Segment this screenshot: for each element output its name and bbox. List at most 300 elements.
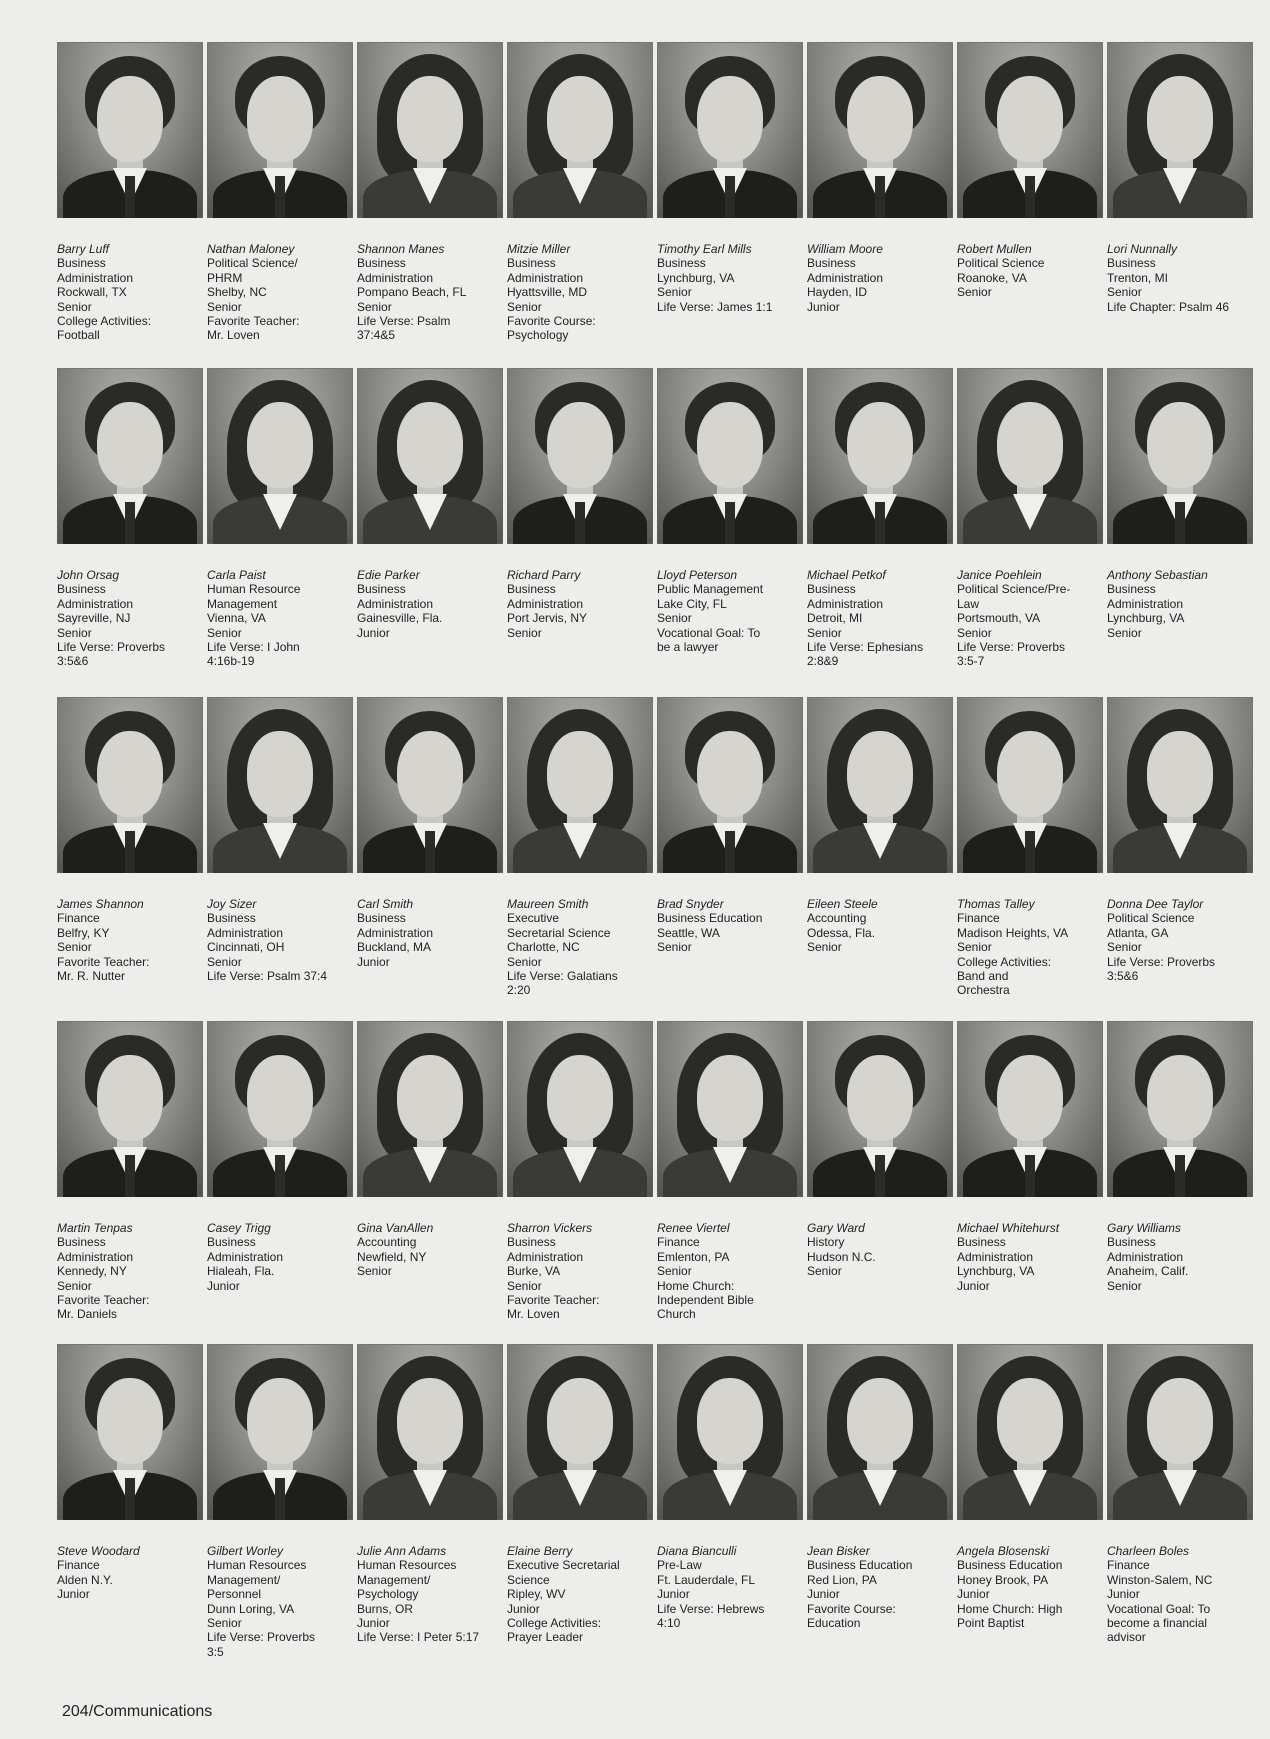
- portrait-photo: [957, 1021, 1103, 1197]
- student-detail-line: Business: [807, 582, 856, 597]
- student-info: [1107, 1221, 1253, 1293]
- student-detail-line: Senior: [1107, 285, 1142, 300]
- student-detail-line: Home Church:: [657, 1278, 735, 1293]
- student-info: [807, 242, 953, 314]
- student-entry: [1107, 1021, 1253, 1293]
- student-detail-line: Favorite Course:: [807, 1601, 896, 1616]
- student-detail-line: Education: [807, 1616, 861, 1631]
- student-name: Mitzie Miller: [507, 242, 571, 256]
- portrait-photo: [957, 1344, 1103, 1520]
- student-detail-line: Orchestra: [957, 983, 1010, 998]
- student-detail-line: Senior: [207, 299, 242, 314]
- student-entry: [57, 1021, 203, 1322]
- portrait-photo: [657, 42, 803, 218]
- student-detail-line: Church: [657, 1307, 696, 1322]
- student-detail-line: Accounting: [357, 1235, 417, 1250]
- student-detail-line: Business Education: [957, 1558, 1063, 1573]
- student-detail-line: Administration: [1107, 1249, 1184, 1264]
- portrait-photo: [357, 42, 503, 218]
- portrait-photo: [1107, 1344, 1253, 1520]
- student-name: James Shannon: [57, 897, 144, 911]
- student-detail-line: Administration: [1107, 596, 1184, 611]
- student-detail-line: Life Verse: Proverbs: [207, 1630, 316, 1645]
- student-info: [207, 242, 353, 343]
- student-info: [507, 1221, 653, 1322]
- student-detail-line: Detroit, MI: [807, 611, 863, 626]
- student-detail-line: Business: [357, 256, 406, 271]
- portrait-photo: [807, 368, 953, 544]
- student-detail-line: Home Church: High: [957, 1601, 1063, 1616]
- student-entry: [57, 368, 203, 669]
- portrait-photo: [657, 368, 803, 544]
- student-entry: [1107, 697, 1253, 983]
- student-name: Joy Sizer: [207, 897, 257, 911]
- student-detail-line: Senior: [957, 940, 992, 955]
- student-detail-line: Senior: [957, 285, 992, 300]
- student-entry: [207, 368, 353, 669]
- student-name: Lloyd Peterson: [657, 568, 738, 582]
- student-name: Barry Luff: [57, 242, 110, 256]
- student-detail-line: Management: [207, 596, 278, 611]
- student-name: Robert Mullen: [957, 242, 1032, 256]
- student-detail-line: Vocational Goal: To: [657, 625, 761, 640]
- student-detail-line: Administration: [207, 1249, 284, 1264]
- student-detail-line: Business Education: [807, 1558, 913, 1573]
- student-detail-line: Junior: [357, 1616, 390, 1631]
- student-info: [957, 1221, 1103, 1293]
- student-detail-line: Psychology: [357, 1587, 419, 1602]
- student-detail-line: Lake City, FL: [657, 596, 727, 611]
- portrait-photo: [357, 697, 503, 873]
- student-info: [1107, 242, 1253, 314]
- student-entry: [657, 697, 803, 955]
- portrait-photo: [957, 42, 1103, 218]
- student-info: [357, 1544, 503, 1645]
- student-detail-line: Senior: [57, 625, 92, 640]
- student-info: [807, 1221, 953, 1279]
- student-detail-line: advisor: [1107, 1630, 1146, 1645]
- student-detail-line: Rockwall, TX: [57, 285, 127, 300]
- student-detail-line: Favorite Course:: [507, 314, 596, 329]
- student-name: Anthony Sebastian: [1107, 568, 1208, 582]
- student-detail-line: Trenton, MI: [1107, 270, 1168, 285]
- student-detail-line: Law: [957, 596, 980, 611]
- student-info: [357, 242, 503, 343]
- student-detail-line: Finance: [57, 911, 100, 926]
- student-detail-line: Administration: [357, 596, 434, 611]
- student-entry: [807, 1021, 953, 1279]
- portrait-photo: [207, 1021, 353, 1197]
- student-detail-line: Dunn Loring, VA: [207, 1601, 295, 1616]
- student-detail-line: Winston-Salem, NC: [1107, 1572, 1213, 1587]
- student-info: [207, 568, 353, 669]
- student-name: Lori Nunnally: [1107, 242, 1178, 256]
- student-info: [807, 897, 953, 955]
- student-detail-line: 3:5: [207, 1644, 224, 1659]
- portrait-photo: [357, 368, 503, 544]
- student-entry: [57, 42, 203, 343]
- student-detail-line: Belfry, KY: [57, 925, 110, 940]
- portrait-photo: [507, 1344, 653, 1520]
- student-detail-line: Senior: [1107, 625, 1142, 640]
- student-detail-line: Life Verse: I John: [207, 640, 300, 655]
- student-detail-line: Anaheim, Calif.: [1107, 1264, 1189, 1279]
- student-info: [507, 897, 653, 998]
- student-detail-line: Junior: [957, 1278, 990, 1293]
- student-detail-line: 4:16b-19: [207, 654, 255, 669]
- portrait-photo: [807, 42, 953, 218]
- student-info: [657, 568, 803, 654]
- student-entry: [507, 42, 653, 343]
- student-detail-line: Administration: [57, 1249, 134, 1264]
- student-name: Angela Blosenski: [957, 1544, 1050, 1558]
- student-detail-line: Business: [1107, 1235, 1156, 1250]
- student-detail-line: 2:20: [507, 983, 531, 998]
- portrait-photo: [957, 368, 1103, 544]
- portrait-photo: [207, 697, 353, 873]
- student-entry: [507, 368, 653, 640]
- student-name: Julie Ann Adams: [357, 1544, 447, 1558]
- student-detail-line: Lynchburg, VA: [957, 1264, 1035, 1279]
- student-info: [507, 568, 653, 640]
- student-entry: [657, 1344, 803, 1630]
- student-detail-line: Senior: [57, 299, 92, 314]
- student-name: Carla Paist: [207, 568, 266, 582]
- student-info: [807, 1544, 953, 1630]
- student-detail-line: Burke, VA: [507, 1264, 561, 1279]
- student-entry: [207, 1344, 353, 1659]
- portrait-photo: [657, 1344, 803, 1520]
- student-detail-line: Pompano Beach, FL: [357, 285, 467, 300]
- student-entry: [1107, 42, 1253, 314]
- student-detail-line: Pre-Law: [657, 1558, 702, 1573]
- student-detail-line: Executive: [507, 911, 560, 926]
- student-entry: [207, 1021, 353, 1293]
- student-detail-line: Administration: [207, 925, 284, 940]
- student-info: [807, 568, 953, 669]
- student-entry: [807, 697, 953, 955]
- student-detail-line: Personnel: [207, 1587, 262, 1602]
- student-detail-line: Business: [1107, 582, 1156, 597]
- student-name: Charleen Boles: [1107, 1544, 1190, 1558]
- student-detail-line: 3:5-7: [957, 654, 985, 669]
- student-detail-line: Administration: [507, 1249, 584, 1264]
- student-name: Gary Williams: [1107, 1221, 1181, 1235]
- student-detail-line: Life Verse: Proverbs: [57, 640, 166, 655]
- student-detail-line: Senior: [57, 1278, 92, 1293]
- student-detail-line: Kennedy, NY: [57, 1264, 127, 1279]
- student-detail-line: Human Resources: [207, 1558, 307, 1573]
- student-detail-line: Odessa, Fla.: [807, 925, 876, 940]
- student-detail-line: Business: [1107, 256, 1156, 271]
- student-detail-line: Life Verse: Psalm 37:4: [207, 969, 328, 984]
- student-detail-line: Business: [207, 911, 256, 926]
- student-name: Edie Parker: [357, 568, 420, 582]
- student-detail-line: Prayer Leader: [507, 1630, 584, 1645]
- portrait-photo: [57, 42, 203, 218]
- portrait-photo: [507, 1021, 653, 1197]
- student-detail-line: Business: [57, 1235, 106, 1250]
- student-info: [57, 568, 203, 669]
- student-detail-line: Business: [507, 582, 556, 597]
- student-detail-line: Honey Brook, PA: [957, 1572, 1049, 1587]
- student-detail-line: Junior: [807, 299, 840, 314]
- student-detail-line: Portsmouth, VA: [957, 611, 1041, 626]
- student-name: William Moore: [807, 242, 883, 256]
- student-name: Gary Ward: [807, 1221, 865, 1235]
- student-detail-line: Port Jervis, NY: [507, 611, 588, 626]
- student-entry: [357, 1344, 503, 1645]
- student-detail-line: 2:8&9: [807, 654, 839, 669]
- student-name: Eileen Steele: [807, 897, 878, 911]
- student-detail-line: Buckland, MA: [357, 940, 432, 955]
- student-name: Nathan Maloney: [207, 242, 295, 256]
- student-detail-line: Senior: [807, 625, 842, 640]
- student-detail-line: Senior: [507, 1278, 542, 1293]
- student-detail-line: Senior: [357, 1264, 392, 1279]
- student-detail-line: Senior: [507, 299, 542, 314]
- student-entry: [1107, 368, 1253, 640]
- student-info: [1107, 568, 1253, 640]
- student-detail-line: Senior: [357, 299, 392, 314]
- student-detail-line: Life Verse: Psalm: [357, 314, 451, 329]
- student-info: [657, 897, 803, 955]
- student-detail-line: College Activities:: [957, 954, 1052, 969]
- student-detail-line: Finance: [657, 1235, 700, 1250]
- student-detail-line: Finance: [957, 911, 1000, 926]
- student-detail-line: Public Management: [657, 582, 764, 597]
- student-detail-line: Senior: [1107, 940, 1142, 955]
- student-detail-line: Administration: [507, 270, 584, 285]
- student-entry: [57, 697, 203, 983]
- student-detail-line: Administration: [507, 596, 584, 611]
- student-detail-line: Management/: [357, 1572, 431, 1587]
- student-info: [957, 242, 1103, 300]
- student-detail-line: Mr. Loven: [207, 328, 260, 343]
- student-entry: [657, 1021, 803, 1322]
- student-entry: [357, 42, 503, 343]
- student-name: Janice Poehlein: [957, 568, 1042, 582]
- student-entry: [807, 42, 953, 314]
- student-detail-line: Administration: [357, 925, 434, 940]
- student-detail-line: Mr. R. Nutter: [57, 969, 126, 984]
- student-detail-line: Senior: [207, 625, 242, 640]
- student-entry: [507, 1021, 653, 1322]
- student-detail-line: Junior: [57, 1587, 90, 1602]
- student-detail-line: Hyattsville, MD: [507, 285, 588, 300]
- student-detail-line: Political Science: [957, 256, 1045, 271]
- student-detail-line: Business: [357, 582, 406, 597]
- student-detail-line: Lynchburg, VA: [657, 270, 735, 285]
- student-detail-line: 4:10: [657, 1616, 681, 1631]
- portrait-photo: [957, 697, 1103, 873]
- student-detail-line: Junior: [357, 625, 390, 640]
- student-detail-line: Senior: [957, 625, 992, 640]
- portrait-photo: [357, 1021, 503, 1197]
- student-detail-line: Life Verse: Hebrews: [657, 1601, 765, 1616]
- student-detail-line: Business: [357, 911, 406, 926]
- student-detail-line: PHRM: [207, 270, 243, 285]
- student-info: [57, 242, 203, 343]
- student-detail-line: Junior: [507, 1601, 540, 1616]
- student-entry: [807, 368, 953, 669]
- student-detail-line: Senior: [57, 940, 92, 955]
- student-detail-line: Sayreville, NJ: [57, 611, 131, 626]
- student-detail-line: Madison Heights, VA: [957, 925, 1069, 940]
- student-detail-line: Seattle, WA: [657, 925, 720, 940]
- student-name: Shannon Manes: [357, 242, 445, 256]
- student-detail-line: Senior: [657, 611, 692, 626]
- student-detail-line: Atlanta, GA: [1107, 925, 1169, 940]
- page-footer: 204/Communications: [62, 1703, 213, 1720]
- portrait-photo: [207, 42, 353, 218]
- student-detail-line: Football: [57, 328, 100, 343]
- student-name: Maureen Smith: [507, 897, 589, 911]
- student-detail-line: Burns, OR: [357, 1601, 414, 1616]
- student-detail-line: Executive Secretarial: [507, 1558, 620, 1573]
- portrait-photo: [507, 42, 653, 218]
- student-detail-line: Ripley, WV: [507, 1587, 566, 1602]
- student-detail-line: Senior: [657, 940, 692, 955]
- student-entry: [207, 697, 353, 983]
- student-detail-line: Business: [57, 582, 106, 597]
- student-detail-line: 3:5&6: [57, 654, 89, 669]
- student-detail-line: History: [807, 1235, 845, 1250]
- portrait-photo: [357, 1344, 503, 1520]
- student-detail-line: Vienna, VA: [207, 611, 266, 626]
- student-detail-line: Administration: [957, 1249, 1034, 1264]
- student-name: Renee Viertel: [657, 1221, 730, 1235]
- portrait-photo: [507, 368, 653, 544]
- student-detail-line: Business: [807, 256, 856, 271]
- student-info: [1107, 897, 1253, 983]
- student-info: [507, 1544, 653, 1645]
- student-detail-line: Business Education: [657, 911, 763, 926]
- student-info: [57, 897, 203, 983]
- student-entry: [57, 1344, 203, 1602]
- student-detail-line: Junior: [357, 954, 390, 969]
- student-detail-line: Psychology: [507, 328, 569, 343]
- student-info: [207, 1544, 353, 1659]
- student-name: Thomas Talley: [957, 897, 1035, 911]
- student-entry: [507, 1344, 653, 1645]
- student-name: Casey Trigg: [207, 1221, 271, 1235]
- student-detail-line: Favorite Teacher:: [507, 1293, 600, 1308]
- student-detail-line: Life Verse: Galatians: [507, 969, 618, 984]
- student-info: [357, 897, 503, 969]
- student-info: [657, 1221, 803, 1322]
- student-detail-line: Life Verse: Proverbs: [957, 640, 1066, 655]
- student-detail-line: Life Verse: I Peter 5:17: [357, 1630, 480, 1645]
- student-detail-line: Business: [957, 1235, 1006, 1250]
- student-detail-line: Junior: [657, 1587, 690, 1602]
- student-detail-line: Independent Bible: [657, 1293, 754, 1308]
- student-detail-line: Administration: [807, 596, 884, 611]
- student-entry: [957, 697, 1103, 998]
- student-name: Gilbert Worley: [207, 1544, 284, 1558]
- student-detail-line: Red Lion, PA: [807, 1572, 877, 1587]
- student-detail-line: Senior: [807, 940, 842, 955]
- student-detail-line: Life Chapter: Psalm 46: [1107, 299, 1230, 314]
- student-detail-line: Hudson N.C.: [807, 1249, 876, 1264]
- student-detail-line: Mr. Daniels: [57, 1307, 118, 1322]
- student-detail-line: Junior: [807, 1587, 840, 1602]
- student-info: [957, 568, 1103, 669]
- student-name: Carl Smith: [357, 897, 414, 911]
- student-entry: [807, 1344, 953, 1630]
- student-detail-line: Favorite Teacher:: [57, 954, 150, 969]
- student-detail-line: Senior: [657, 1264, 692, 1279]
- student-detail-line: Alden N.Y.: [57, 1572, 113, 1587]
- student-name: Jean Bisker: [807, 1544, 870, 1558]
- student-detail-line: Senior: [1107, 1278, 1142, 1293]
- student-detail-line: Emlenton, PA: [657, 1249, 730, 1264]
- student-detail-line: Political Science/: [207, 256, 298, 271]
- student-detail-line: Junior: [1107, 1587, 1140, 1602]
- student-detail-line: Life Verse: Ephesians: [807, 640, 924, 655]
- student-name: Michael Whitehurst: [957, 1221, 1060, 1235]
- student-detail-line: Science: [507, 1572, 550, 1587]
- student-detail-line: Cincinnati, OH: [207, 940, 285, 955]
- student-name: Donna Dee Taylor: [1107, 897, 1204, 911]
- student-info: [1107, 1544, 1253, 1645]
- student-detail-line: Point Baptist: [957, 1616, 1025, 1631]
- student-name: Sharron Vickers: [507, 1221, 593, 1235]
- student-detail-line: Band and: [957, 969, 1009, 984]
- student-detail-line: Life Verse: James 1:1: [657, 299, 773, 314]
- portrait-photo: [57, 1021, 203, 1197]
- student-detail-line: Senior: [807, 1264, 842, 1279]
- student-detail-line: Senior: [507, 954, 542, 969]
- student-detail-line: Ft. Lauderdale, FL: [657, 1572, 756, 1587]
- student-info: [57, 1221, 203, 1322]
- portrait-photo: [507, 697, 653, 873]
- student-detail-line: Accounting: [807, 911, 867, 926]
- student-detail-line: Administration: [807, 270, 884, 285]
- student-name: Martin Tenpas: [57, 1221, 133, 1235]
- student-name: Timothy Earl Mills: [657, 242, 752, 256]
- student-info: [207, 897, 353, 983]
- student-detail-line: Senior: [207, 1616, 242, 1631]
- student-detail-line: Administration: [57, 596, 134, 611]
- portrait-photo: [1107, 697, 1253, 873]
- student-detail-line: Senior: [207, 954, 242, 969]
- student-detail-line: Favorite Teacher:: [57, 1293, 150, 1308]
- student-entry: [357, 697, 503, 969]
- student-detail-line: Management/: [207, 1572, 281, 1587]
- student-detail-line: Political Science/Pre-: [957, 582, 1071, 597]
- student-detail-line: Administration: [57, 270, 134, 285]
- student-detail-line: Hialeah, Fla.: [207, 1264, 275, 1279]
- portrait-photo: [807, 697, 953, 873]
- student-detail-line: Lynchburg, VA: [1107, 611, 1185, 626]
- student-detail-line: Favorite Teacher:: [207, 314, 300, 329]
- student-detail-line: Life Verse: Proverbs: [1107, 954, 1216, 969]
- student-info: [57, 1544, 203, 1602]
- portrait-photo: [657, 697, 803, 873]
- student-detail-line: Business: [207, 1235, 256, 1250]
- student-detail-line: Business: [507, 256, 556, 271]
- student-info: [657, 1544, 803, 1630]
- student-entry: [657, 42, 803, 314]
- student-detail-line: Junior: [207, 1278, 240, 1293]
- student-detail-line: Political Science: [1107, 911, 1195, 926]
- student-detail-line: Senior: [507, 625, 542, 640]
- portrait-photo: [657, 1021, 803, 1197]
- portrait-photo: [57, 368, 203, 544]
- student-info: [957, 897, 1103, 998]
- student-detail-line: Business: [507, 1235, 556, 1250]
